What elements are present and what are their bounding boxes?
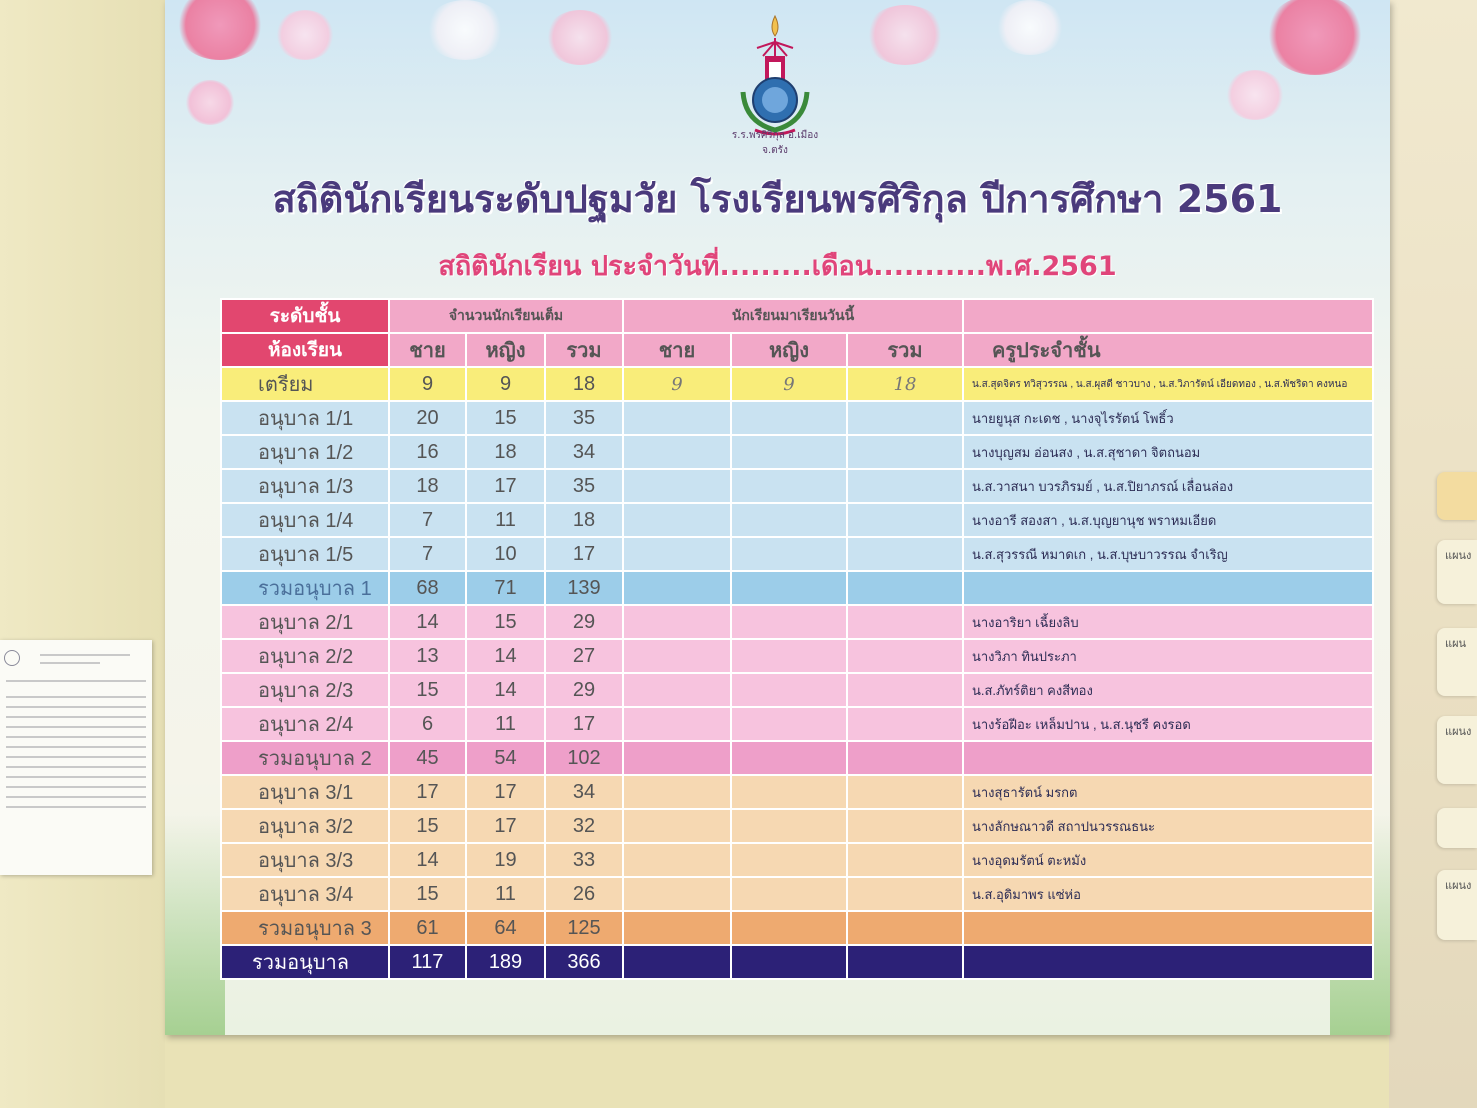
header-full-count: จำนวนนักเรียนเต็ม [389,299,623,333]
row-today-total [847,469,963,503]
row-male: 14 [389,843,466,877]
row-level: อนุบาล 3/3 [221,843,389,877]
row-total: 125 [545,911,623,945]
row-today-male [623,401,731,435]
header-row-2 [221,333,1373,367]
row-today-female [731,435,847,469]
row-today-total [847,843,963,877]
student-stats-table [220,298,1374,980]
row-total: 34 [545,435,623,469]
row-today-total [847,605,963,639]
row-teacher: นางวิภา ทินประภา [963,639,1373,673]
row-total: 102 [545,741,623,775]
row-today-female [731,775,847,809]
row-female: 10 [466,537,545,571]
row-total: 35 [545,469,623,503]
row-male: 7 [389,503,466,537]
row-male: 16 [389,435,466,469]
row-teacher: นางบุญสม อ่อนสง , น.ส.สุชาดา จิตถนอม [963,435,1373,469]
row-today-female [731,605,847,639]
row-teacher: น.ส.สุวรรณี หมาดเก , น.ส.บุษบาวรรณ จำเริญ [963,537,1373,571]
row-today-female: 9 [731,367,847,401]
table-row [221,401,1373,435]
school-logo [725,12,825,142]
side-card: แผนง [1437,870,1477,940]
row-teacher: น.ส.สุดจิตร ทวิสุวรรณ , น.ส.ผุสดี ชาวบาง , น.ส.วิภารัตน์ เอียดทอง , น.ส.พัชริดา คงหนอ [963,367,1373,401]
row-male: 18 [389,469,466,503]
row-teacher [963,741,1373,775]
row-teacher [963,945,1373,979]
row-today-male [623,435,731,469]
row-level: อนุบาล 3/4 [221,877,389,911]
side-card [1437,472,1477,520]
row-level: อนุบาล 2/3 [221,673,389,707]
row-total: 17 [545,707,623,741]
table-row [221,775,1373,809]
flower-decoration [175,0,265,60]
flower-decoration [545,10,615,65]
flower-decoration [275,10,335,60]
row-today-female [731,639,847,673]
row-today-female [731,503,847,537]
row-male: 17 [389,775,466,809]
row-today-female [731,741,847,775]
row-level: อนุบาล 1/3 [221,469,389,503]
row-today-total [847,775,963,809]
row-today-total [847,639,963,673]
row-male: 61 [389,911,466,945]
header-room: ห้องเรียน [221,333,389,367]
row-today-female [731,945,847,979]
row-male: 14 [389,605,466,639]
row-today-male: 9 [623,367,731,401]
flower-decoration [865,5,945,65]
row-today-female [731,809,847,843]
header-blank [963,299,1373,333]
wall-left [0,0,165,1108]
row-female: 17 [466,809,545,843]
row-teacher: นางอุดมรัตน์ ตะหมัง [963,843,1373,877]
row-today-total [847,503,963,537]
row-level: อนุบาล 3/1 [221,775,389,809]
row-total: 17 [545,537,623,571]
table-row [221,367,1373,401]
header-total: รวม [545,333,623,367]
row-female: 54 [466,741,545,775]
flower-decoration [995,0,1065,55]
row-male: 68 [389,571,466,605]
student-statistics-poster [165,0,1390,1035]
logo-caption: ร.ร.พรศิริกุล อ.เมือง จ.ตรัง [731,130,819,156]
row-today-total [847,673,963,707]
notice-paper [0,640,152,875]
row-today-female [731,537,847,571]
table-row [221,435,1373,469]
row-today-male [623,775,731,809]
table-row [221,639,1373,673]
header-teacher: ครูประจำชั้น [963,333,1373,367]
row-teacher: นางอารี สองสา , น.ส.บุญยานุช พราหมเอียด [963,503,1373,537]
poster-title: สถิตินักเรียนระดับปฐมวัย โรงเรียนพรศิริกุล ปีการศึกษา 2561 [272,177,1283,221]
table-row [221,537,1373,571]
row-level: อนุบาล 2/4 [221,707,389,741]
side-card: แผนง [1437,716,1477,784]
row-level: อนุบาล 1/2 [221,435,389,469]
row-female: 14 [466,673,545,707]
row-total: 139 [545,571,623,605]
row-female: 15 [466,605,545,639]
row-male: 13 [389,639,466,673]
flower-decoration [1265,0,1365,75]
row-level: อนุบาล 1/4 [221,503,389,537]
header-today-female: หญิง [731,333,847,367]
row-today-total: 18 [847,367,963,401]
row-female: 64 [466,911,545,945]
side-card [1437,808,1477,848]
row-today-male [623,809,731,843]
side-card: แผน [1437,628,1477,696]
table-row [221,843,1373,877]
row-today-female [731,843,847,877]
row-today-total [847,945,963,979]
subtotal-row [221,571,1373,605]
row-female: 11 [466,503,545,537]
row-male: 15 [389,877,466,911]
row-today-total [847,571,963,605]
row-female: 11 [466,707,545,741]
row-female: 19 [466,843,545,877]
row-level: เตรียม [221,367,389,401]
row-level: อนุบาล 2/1 [221,605,389,639]
row-teacher: น.ส.ภัทร์ติยา คงสีทอง [963,673,1373,707]
header-attending-today: นักเรียนมาเรียนวันนี้ [623,299,963,333]
row-teacher: นางลักษณาวดี สถาปนวรรณธนะ [963,809,1373,843]
table-row [221,877,1373,911]
row-today-total [847,809,963,843]
row-male: 15 [389,673,466,707]
row-male: 9 [389,367,466,401]
row-male: 15 [389,809,466,843]
row-female: 17 [466,469,545,503]
row-male: 6 [389,707,466,741]
row-today-total [847,537,963,571]
row-today-male [623,911,731,945]
header-male: ชาย [389,333,466,367]
row-today-female [731,571,847,605]
row-total: 33 [545,843,623,877]
row-today-male [623,503,731,537]
row-male: 20 [389,401,466,435]
table-row [221,469,1373,503]
row-teacher: นางอาริยา เฉี้ยงลิบ [963,605,1373,639]
header-level: ระดับชั้น [221,299,389,333]
row-level: อนุบาล 3/2 [221,809,389,843]
row-total: 18 [545,503,623,537]
header-row-1 [221,299,1373,333]
row-today-total [847,435,963,469]
row-total: 34 [545,775,623,809]
header-female: หญิง [466,333,545,367]
table-row [221,809,1373,843]
flower-decoration [185,80,235,125]
row-today-male [623,605,731,639]
row-teacher [963,911,1373,945]
row-teacher: นางร้อฝีอะ เหล็มปาน , น.ส.นุชรี คงรอด [963,707,1373,741]
row-female: 11 [466,877,545,911]
row-today-male [623,469,731,503]
row-today-total [847,401,963,435]
row-teacher: น.ส.วาสนา บวรภิรมย์ , น.ส.ปิยาภรณ์ เลื่อนล่อง [963,469,1373,503]
row-today-female [731,673,847,707]
row-level: อนุบาล 1/5 [221,537,389,571]
row-total: 29 [545,605,623,639]
row-total: 29 [545,673,623,707]
row-female: 14 [466,639,545,673]
row-female: 189 [466,945,545,979]
row-today-female [731,707,847,741]
header-today-male: ชาย [623,333,731,367]
flower-decoration [425,0,505,60]
row-level: รวมอนุบาล 1 [221,571,389,605]
seal-icon [4,650,20,666]
row-today-male [623,741,731,775]
row-today-total [847,707,963,741]
row-level: อนุบาล 2/2 [221,639,389,673]
row-total: 18 [545,367,623,401]
row-today-male [623,945,731,979]
header-today-total: รวม [847,333,963,367]
row-female: 9 [466,367,545,401]
row-today-male [623,877,731,911]
row-teacher: นางสุธารัตน์ มรกต [963,775,1373,809]
row-today-female [731,469,847,503]
row-total: 35 [545,401,623,435]
row-level: รวมอนุบาล 3 [221,911,389,945]
row-today-male [623,571,731,605]
subtotal-row [221,741,1373,775]
row-total: 366 [545,945,623,979]
table-row [221,503,1373,537]
table-row [221,673,1373,707]
row-today-female [731,911,847,945]
row-today-total [847,741,963,775]
grand-total-row [221,945,1373,979]
row-teacher [963,571,1373,605]
flower-decoration [1225,70,1285,120]
row-male: 45 [389,741,466,775]
row-today-total [847,911,963,945]
row-today-male [623,843,731,877]
row-today-total [847,877,963,911]
row-total: 27 [545,639,623,673]
row-today-male [623,537,731,571]
row-today-male [623,707,731,741]
row-level: รวมอนุบาล [221,945,389,979]
grass-decoration [165,815,225,1035]
row-teacher: นายยูนุส กะเดช , นางจุไรรัตน์ โพธิ์ว [963,401,1373,435]
row-today-male [623,673,731,707]
subtotal-row [221,911,1373,945]
row-today-female [731,401,847,435]
side-card: แผนง [1437,540,1477,604]
row-female: 15 [466,401,545,435]
table-row [221,605,1373,639]
row-female: 71 [466,571,545,605]
row-male: 7 [389,537,466,571]
row-total: 32 [545,809,623,843]
table-row [221,707,1373,741]
row-male: 117 [389,945,466,979]
row-female: 18 [466,435,545,469]
row-total: 26 [545,877,623,911]
row-level: อนุบาล 1/1 [221,401,389,435]
poster-subtitle: สถิตินักเรียน ประจำวันที่.........เดือน...........พ.ศ.2561 [438,251,1117,282]
row-teacher: น.ส.อุดิมาพร แซ่ห่อ [963,877,1373,911]
row-today-male [623,639,731,673]
row-level: รวมอนุบาล 2 [221,741,389,775]
row-female: 17 [466,775,545,809]
row-today-female [731,877,847,911]
